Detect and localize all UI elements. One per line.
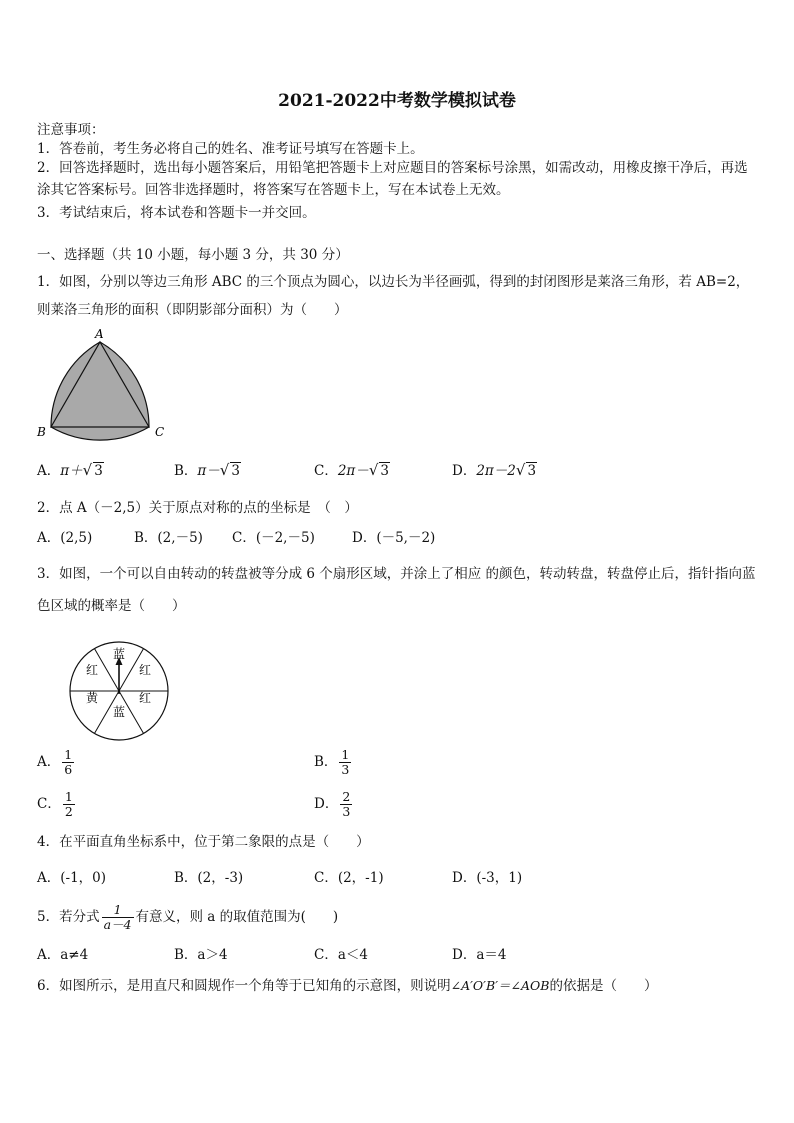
q2-option-b[interactable]: B．(2,－5)	[134, 530, 203, 546]
q5-option-a[interactable]: A．a≠4	[37, 947, 89, 963]
sector-label-6: 红	[85, 663, 99, 677]
q2-option-c[interactable]: C．(－2,－5)	[232, 530, 315, 546]
sector-label-3: 红	[138, 691, 152, 705]
sector-label-4: 蓝	[112, 705, 126, 719]
q5-option-d[interactable]: D．a＝4	[452, 947, 507, 963]
sector-label-5: 黄	[85, 691, 99, 705]
q2-option-a[interactable]: A．(2,5)	[37, 530, 93, 546]
question-1-stem: 1．如图，分别以等边三角形 ABC 的三个顶点为圆心，以边长为半径画弧，得到的封闭图形是莱洛三角形，若 AB=2，则莱洛三角形的面积（即阴影部分面积）为（ ）	[37, 274, 750, 318]
sector-label-1: 蓝	[112, 647, 126, 661]
q4-option-b[interactable]: B．(2，-3)	[174, 870, 244, 886]
q4-option-c[interactable]: C．(2，-1)	[314, 870, 384, 886]
question-6-stem: 6．如图所示，是用直尺和圆规作一个角等于已知角的示意图，则说明∠A′O′B′＝∠AOB的依据是（ ）	[37, 978, 658, 994]
section-heading: 一、选择题（共 10 小题，每小题 3 分，共 30 分）	[37, 247, 349, 263]
notice-item-2: 2．回答选择题时，选出每小题答案后，用铅笔把答题卡上对应题目的答案标号涂黑，如需改动，用橡皮擦干净后，再选涂其它答案标号。回答非选择题时，将答案写在答题卡上，写在本试卷上无效。	[37, 160, 748, 198]
vertex-label-a: A	[95, 327, 104, 341]
q1-option-b[interactable]: B．π－√ 3	[174, 461, 240, 479]
q3-option-c[interactable]: C． $\frac{1}{2}$	[37, 789, 73, 819]
q3-option-a[interactable]: A． $\frac{1}{6}$	[37, 747, 73, 777]
notice-heading: 注意事项：	[37, 122, 105, 138]
spinner-figure	[66, 638, 172, 744]
page-title: 2021-2022中考数学模拟试卷	[278, 91, 516, 111]
q3-option-d[interactable]: D． $\frac{2}{3}$	[314, 789, 351, 819]
notice-item-3: 3．考试结束后，将本试卷和答题卡一并交回。	[37, 205, 316, 221]
sector-label-2: 红	[138, 663, 152, 677]
q5-option-b[interactable]: B．a＞4	[174, 947, 228, 963]
question-3-stem: 3．如图，一个可以自由转动的转盘被等分成 6 个扇形区域，并涂上了相应 的颜色，转动转盘，转盘停止后，指针指向蓝色区域的概率是（ ）	[37, 566, 756, 614]
q3-option-b[interactable]: B． $\frac{1}{3}$	[314, 747, 350, 777]
vertex-label-c: C	[155, 425, 165, 439]
q4-option-a[interactable]: A．(-1，0)	[37, 870, 107, 886]
question-2-stem: 2．点 A（－2,5）关于原点对称的点的坐标是 （ ）	[37, 500, 358, 516]
question-4-stem: 4．在平面直角坐标系中，位于第二象限的点是（ ）	[37, 834, 370, 850]
reuleaux-triangle-figure	[34, 325, 174, 445]
q1-option-a[interactable]: A．π＋√ 3	[37, 461, 103, 479]
q1-option-c[interactable]: C．2π－√ 3	[314, 461, 389, 479]
question-5-stem: 5．若分式 $\frac{1}{a-4}$ 有意义，则 a 的取值范围为( )	[37, 902, 339, 932]
q4-option-d[interactable]: D．(-3，1)	[452, 870, 523, 886]
q1-option-d[interactable]: D．2π－2√ 3	[452, 461, 537, 479]
vertex-label-b: B	[37, 425, 46, 439]
q5-option-c[interactable]: C．a＜4	[314, 947, 368, 963]
q2-option-d[interactable]: D．(－5,－2)	[352, 530, 436, 546]
notice-item-1: 1．答卷前，考生务必将自己的姓名、准考证号填写在答题卡上。	[37, 141, 424, 157]
